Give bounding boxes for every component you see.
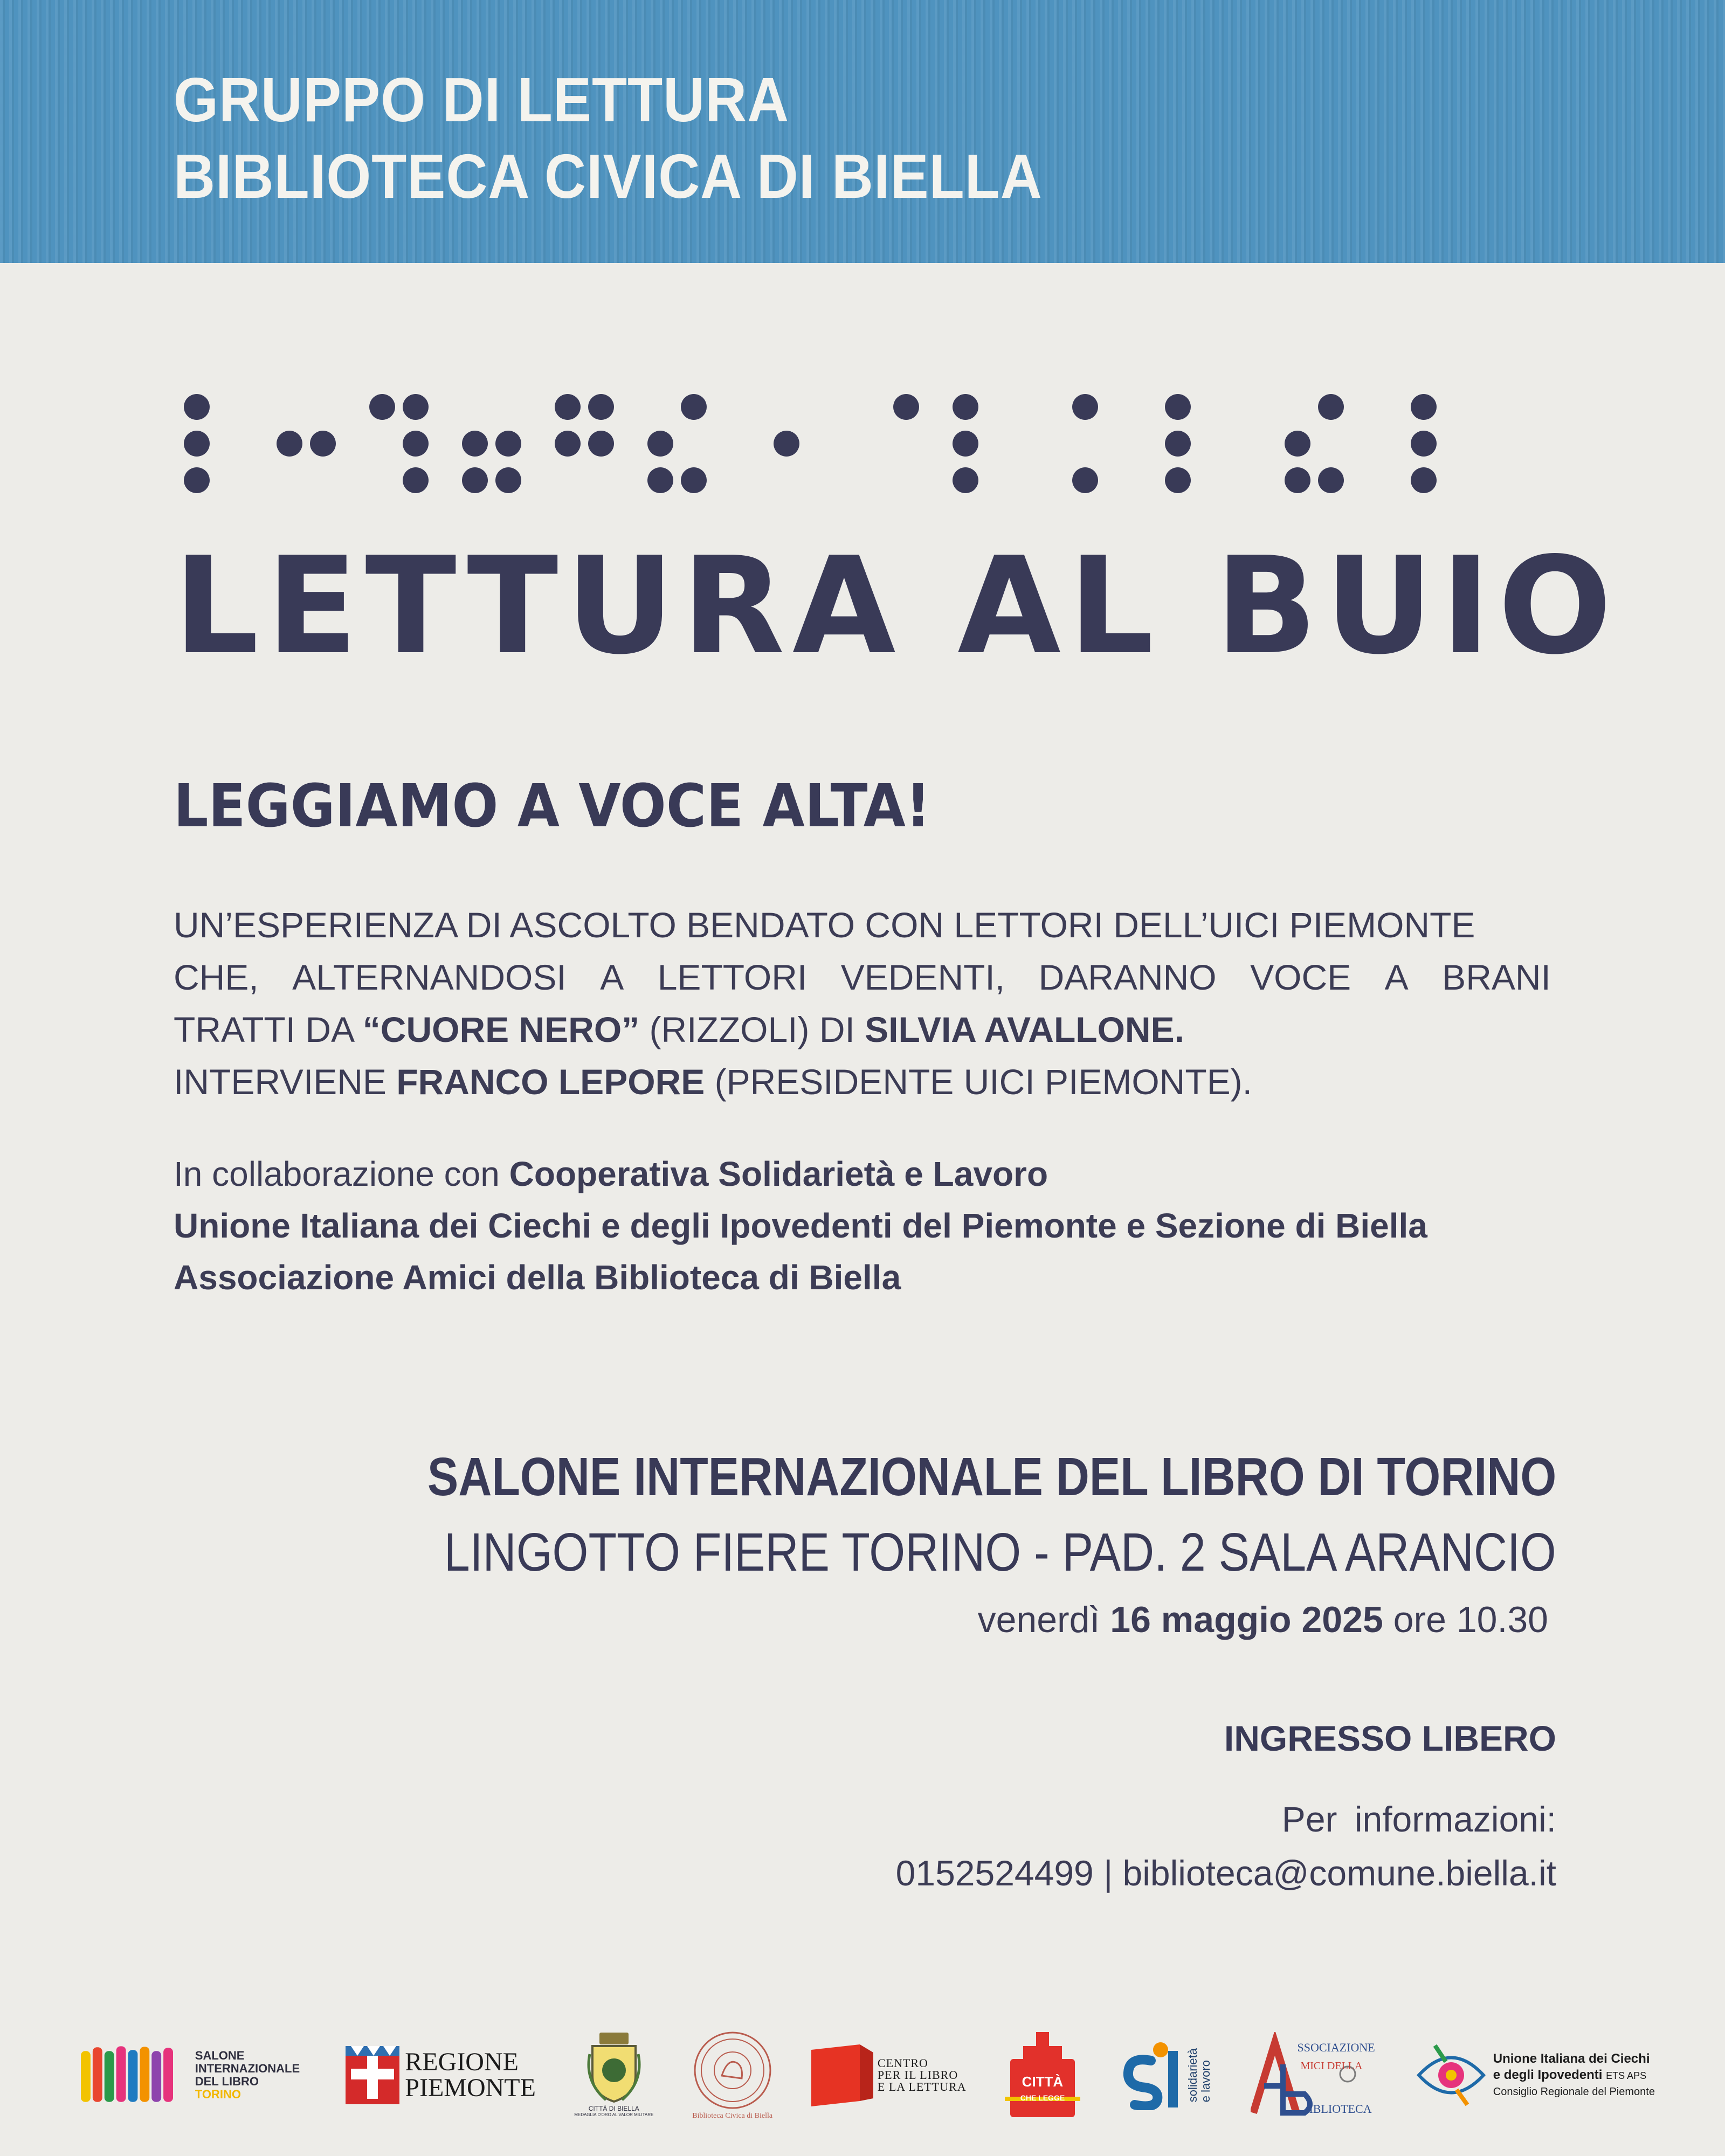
uici-logo-line: [1493, 2067, 1655, 2084]
braille-dot: [1165, 431, 1191, 457]
braille-cell: [369, 394, 429, 493]
header-library-name: BIBLIOTECA CIVICA DI BIELLA: [174, 141, 1043, 211]
uici-eye-icon: [1413, 2040, 1489, 2110]
regione-logo-line: PIEMONTE: [405, 2074, 536, 2102]
description-word: ALTERNANDOSI: [292, 957, 567, 997]
braille-dot: [647, 431, 673, 457]
logo-cepell: [811, 2044, 967, 2106]
cepell-logo-line: PER IL LIBRO: [877, 2068, 958, 2082]
regione-logo-line: REGIONE: [405, 2048, 519, 2076]
braille-dot: [495, 431, 521, 457]
braille-dot: [1318, 394, 1344, 420]
cepell-logo-line: E LA LETTURA: [877, 2080, 967, 2093]
biella-crest-icon: [584, 2033, 644, 2103]
solidarieta-logo-line: solidarietà: [1186, 2048, 1200, 2103]
braille-cell: [647, 394, 707, 493]
braille-cell: [1411, 394, 1437, 493]
braille-dot: [495, 467, 521, 493]
description-word: DARANNO: [1038, 957, 1217, 997]
braille-dot: [1411, 431, 1437, 457]
braille-dot: [953, 467, 978, 493]
description-text: TRATTI DA: [174, 1010, 363, 1049]
solidarieta-logo-text: [1186, 2048, 1212, 2102]
braille-cell: [953, 394, 978, 493]
logo-citta-che-legge: [1005, 2032, 1080, 2118]
event-description: [174, 899, 1551, 1108]
info-label: Per informazioni:: [1281, 1799, 1556, 1839]
braille-cell: [555, 394, 614, 457]
braille-cell: [277, 431, 336, 457]
braille-dot: [403, 467, 429, 493]
cepell-logo-line: CENTRO: [877, 2056, 928, 2070]
braille-dot: [277, 431, 302, 457]
header-banner: [0, 0, 1725, 263]
braille-dot: [1285, 431, 1310, 457]
sponsor-logos: [81, 2016, 1655, 2134]
partner-uici: Unione Italiana dei Ciechi e degli Ipovedenti del Piemonte e Sezione di Biella: [174, 1206, 1427, 1245]
regione-crest-icon: [346, 2046, 399, 2104]
venue-name: SALONE INTERNAZIONALE DEL LIBRO DI TORINO: [427, 1447, 1556, 1507]
salone-logo-line: INTERNAZIONALE: [195, 2062, 300, 2075]
braille-cell: [462, 431, 521, 493]
solidarieta-icon: [1119, 2040, 1183, 2110]
braille-dot: [1411, 467, 1437, 493]
description-text: (PRESIDENTE UICI PIEMONTE).: [705, 1062, 1252, 1102]
collaboration-block: [174, 1148, 1575, 1303]
braille-dot: [555, 431, 581, 457]
description-word: A: [1384, 957, 1409, 997]
braille-dot: [184, 394, 210, 420]
braille-dot: [1165, 467, 1191, 493]
partner-amici-biblioteca: Associazione Amici della Biblioteca di Biella: [174, 1258, 901, 1297]
venue-location: LINGOTTO FIERE TORINO - PAD. 2 SALA ARANCIO: [444, 1522, 1556, 1583]
description-word: VOCE: [1250, 957, 1351, 997]
salone-logo-line: SALONE: [195, 2049, 245, 2062]
braille-dot: [774, 431, 799, 457]
braille-dot: [1411, 394, 1437, 420]
regione-logo-text: [405, 2049, 536, 2101]
braille-cell: [1165, 394, 1191, 493]
braille-dot: [893, 394, 919, 420]
description-line-2: [174, 951, 1551, 1004]
logo-biblioteca-civica: [692, 2030, 773, 2120]
braille-dot: [681, 394, 707, 420]
citta-che-legge-line: CITTÀ: [1022, 2074, 1064, 2090]
biblioteca-seal-icon: [692, 2030, 773, 2111]
braille-dot: [403, 431, 429, 457]
braille-cell: [774, 431, 799, 457]
salone-logo-word: DEL LIBRO: [195, 2075, 259, 2088]
braille-title: [172, 385, 1520, 504]
amici-logo-line: MICI DELLA: [1300, 2060, 1363, 2072]
uici-logo-suffix: ETS APS: [1606, 2070, 1647, 2081]
event-time: ore 10.30: [1383, 1599, 1548, 1640]
biella-logo-text: [574, 2105, 653, 2118]
braille-dot: [1285, 467, 1310, 493]
braille-dot: [184, 467, 210, 493]
logo-citta-biella: [574, 2033, 653, 2118]
header-group-name: GRUPPO DI LETTURA: [174, 65, 790, 135]
braille-cell: [1072, 394, 1098, 493]
description-text: INTERVIENE: [174, 1062, 397, 1102]
description-word: VEDENTI,: [840, 957, 1005, 997]
braille-dot: [1072, 467, 1098, 493]
biella-logo-line: CITTÀ DI BIELLA: [588, 2105, 639, 2112]
braille-dot: [462, 467, 488, 493]
book-title: “CUORE NERO”: [362, 1010, 640, 1049]
braille-dot: [647, 467, 673, 493]
braille-cell: [893, 394, 919, 420]
braille-cell: [184, 394, 210, 493]
braille-dot: [184, 431, 210, 457]
event-date: [978, 1595, 1548, 1644]
logo-uici: [1413, 2040, 1655, 2110]
braille-dot: [462, 431, 488, 457]
citta-che-legge-line: CHE LEGGE: [1020, 2093, 1065, 2102]
partner-cooperativa: Cooperativa Solidarietà e Lavoro: [509, 1155, 1048, 1193]
biella-logo-line: MEDAGLIA D'ORO AL VALOR MILITARE: [574, 2112, 654, 2117]
amici-logo-line: IBLIOTECA: [1309, 2102, 1372, 2116]
description-line-3: [174, 1004, 1551, 1056]
event-date-value: 16 maggio 2025: [1110, 1599, 1383, 1640]
description-text: (RIZZOLI) DI: [639, 1010, 865, 1049]
salone-stripes-icon: [81, 2044, 191, 2106]
braille-dot: [588, 394, 614, 420]
description-word: BRANI: [1442, 957, 1551, 997]
uici-logo-name: e degli Ipovedenti: [1493, 2067, 1603, 2082]
cepell-book-icon: [811, 2044, 873, 2106]
description-line-4: [174, 1056, 1551, 1108]
salone-logo-line: [195, 2075, 307, 2101]
logo-salone-libro: [81, 2044, 307, 2106]
salone-logo-text: [195, 2049, 307, 2101]
uici-logo-line: Unione Italiana dei Ciechi: [1493, 2051, 1650, 2066]
description-word: LETTORI: [657, 957, 808, 997]
collaboration-intro: In collaborazione con: [174, 1155, 509, 1193]
braille-dot: [1318, 467, 1344, 493]
event-day: venerdì: [977, 1599, 1110, 1640]
description-word: CHE,: [174, 957, 259, 997]
citta-che-legge-text: [1010, 2074, 1075, 2102]
free-entry: INGRESSO LIBERO: [1224, 1718, 1556, 1758]
collaboration-line-1: [174, 1148, 1575, 1200]
braille-dot: [681, 467, 707, 493]
braille-dot: [403, 394, 429, 420]
braille-dot: [1165, 394, 1191, 420]
braille-dot: [588, 431, 614, 457]
speaker-name: FRANCO LEPORE: [396, 1062, 705, 1102]
braille-dot: [953, 394, 978, 420]
author-name: SILVIA AVALLONE.: [865, 1010, 1184, 1049]
braille-dot: [555, 394, 581, 420]
description-word: A: [600, 957, 624, 997]
event-title: LETTURA AL BUIO: [174, 529, 1619, 684]
braille-dot: [310, 431, 336, 457]
cepell-logo-text: [878, 2057, 967, 2093]
braille-dot: [1072, 394, 1098, 420]
salone-logo-torino: TORINO: [195, 2088, 241, 2101]
uici-logo-text: [1493, 2051, 1655, 2100]
braille-dot: [953, 431, 978, 457]
solidarieta-logo-line: e lavoro: [1199, 2060, 1213, 2103]
amici-logo-line: SSOCIAZIONE: [1297, 2041, 1375, 2054]
uici-logo-line: Consiglio Regionale del Piemonte: [1493, 2085, 1655, 2098]
description-line-1: UN’ESPERIENZA DI ASCOLTO BENDATO CON LETTORI DELL’UICI PIEMONTE: [174, 905, 1475, 945]
biblioteca-logo-text: Biblioteca Civica di Biella: [692, 2112, 773, 2120]
logo-solidarieta-lavoro: [1119, 2040, 1212, 2110]
braille-dot: [369, 394, 395, 420]
logo-regione-piemonte: [346, 2046, 536, 2104]
event-subtitle: LEGGIAMO A VOCE ALTA!: [174, 771, 931, 840]
braille-cell: [1285, 394, 1344, 493]
logo-amici-biblioteca: [1251, 2032, 1375, 2118]
info-contacts[interactable]: 0152524499 | biblioteca@comune.biella.it: [895, 1853, 1556, 1893]
